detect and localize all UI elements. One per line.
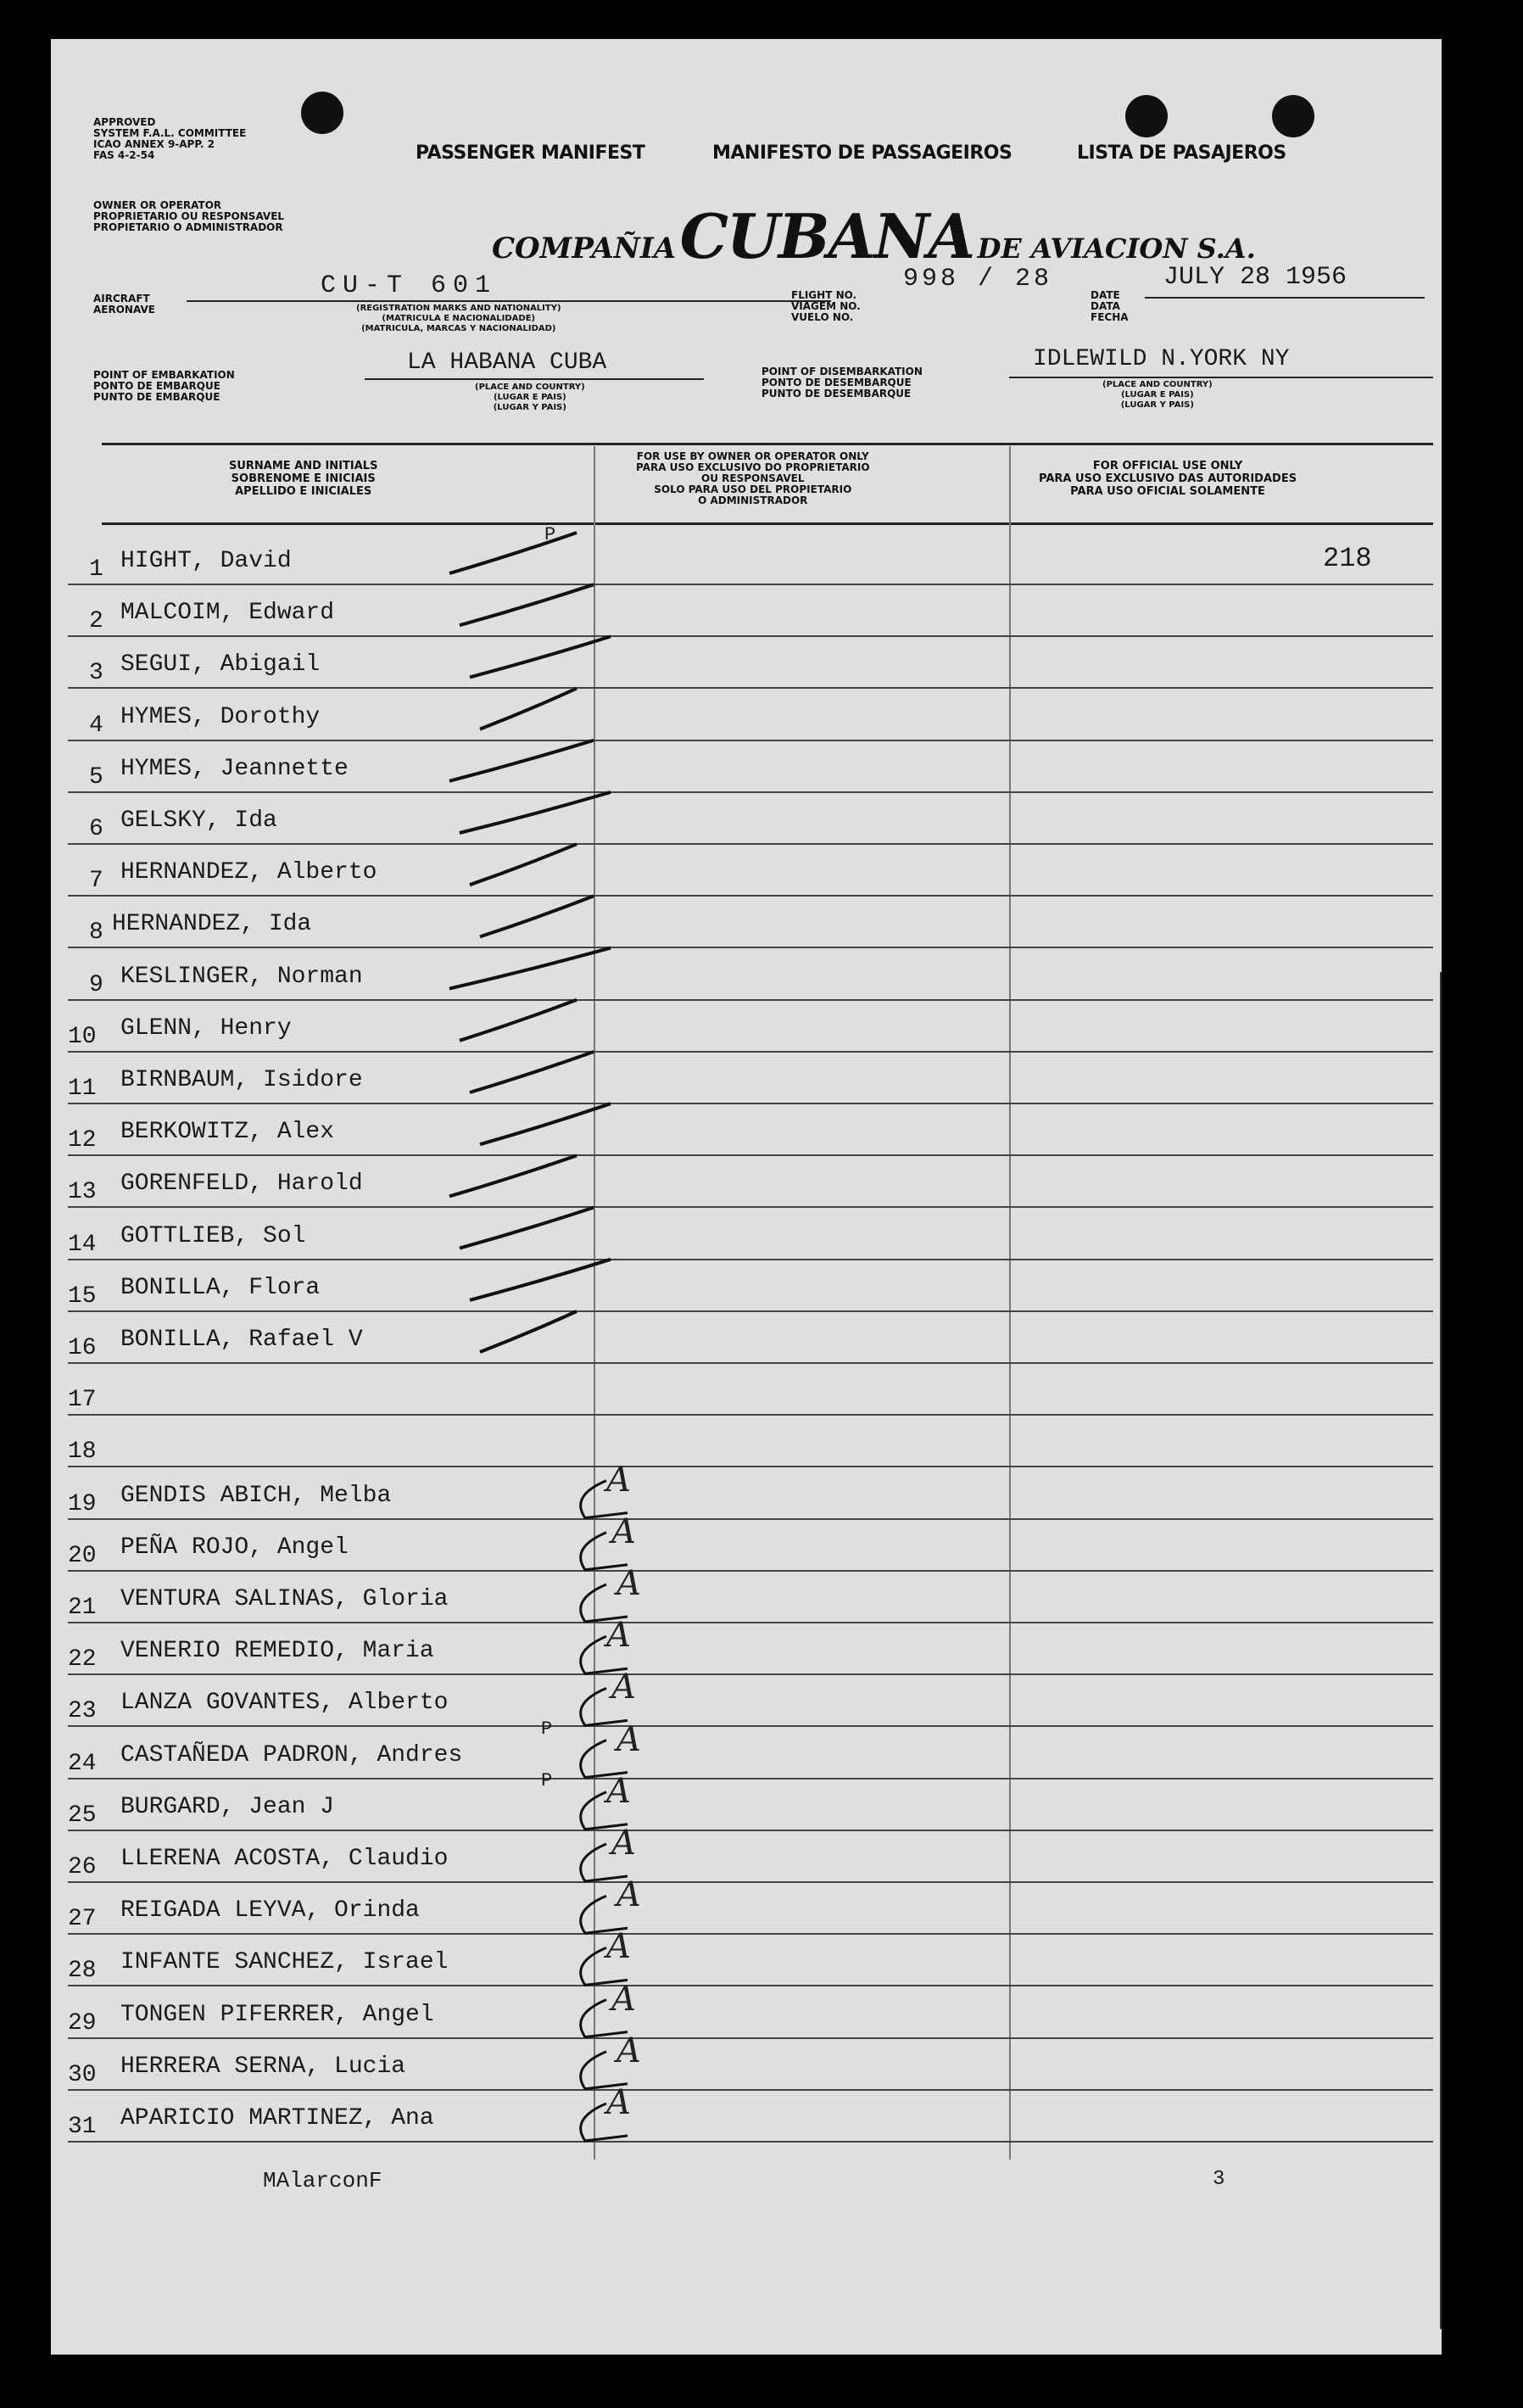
tick-stroke — [480, 896, 594, 936]
row-number: 16 — [68, 1335, 97, 1361]
table-top-rule — [102, 443, 1433, 445]
passenger-name: GLENN, Henry — [120, 1014, 292, 1042]
passenger-name: VENTURA SALINAS, Gloria — [120, 1586, 449, 1612]
tick-stroke — [480, 1103, 611, 1144]
row-number: 20 — [68, 1542, 97, 1569]
col-header-owner: FOR USE BY OWNER OR OPERATOR ONLY PARA USO EXCLUSIVO DO PROPRIETARIO OU RESPONSAVEL SOLO PARA USO DEL PROPIETARIO O ADMINISTRADOR — [636, 450, 870, 506]
passenger-name: BERKOWITZ, Alex — [120, 1119, 335, 1146]
row-rule — [68, 1830, 1433, 1831]
row-number: 6 — [89, 816, 103, 842]
passenger-name: VENERIO REMEDIO, Maria — [120, 1638, 434, 1665]
aircraft-value: CU-T 601 — [321, 271, 498, 300]
tick-stroke — [460, 584, 594, 625]
row-number: 15 — [68, 1282, 97, 1310]
a-mark: A — [611, 1668, 636, 1707]
row-rule — [68, 1154, 1433, 1156]
approval-stamp: APPROVED SYSTEM F.A.L. COMMITTEE ICAO ANNEX 9-APP. 2 FAS 4-2-54 — [93, 116, 247, 161]
tick-stroke — [470, 636, 611, 677]
passenger-name: SEGUI, Abigail — [120, 651, 321, 679]
disembark-line — [1009, 377, 1433, 378]
row-rule — [68, 1622, 1433, 1623]
p-mark: P — [541, 1718, 553, 1740]
date-line — [1145, 297, 1425, 299]
passenger-name: MALCOIM, Edward — [120, 600, 335, 627]
row-rule — [68, 1725, 1433, 1727]
a-mark: A — [616, 2031, 641, 2070]
passenger-name: BONILLA, Flora — [120, 1274, 321, 1301]
row-number: 10 — [68, 1023, 97, 1050]
disembark-label: POINT OF DISEMBARKATION PONTO DE DESEMBARQUE PUNTO DE DESEMBARQUE — [762, 366, 923, 399]
row-rule — [68, 999, 1433, 1001]
row-rule — [68, 1673, 1433, 1675]
row-rule — [68, 1414, 1433, 1416]
a-mark: A — [606, 1616, 631, 1656]
passenger-name: HERNANDEZ, Alberto — [120, 859, 377, 886]
passenger-name: BURGARD, Jean J — [120, 1793, 335, 1820]
row-rule — [68, 1259, 1433, 1260]
tick-stroke — [480, 689, 577, 729]
row-number: 28 — [68, 1958, 97, 1985]
row-number: 8 — [89, 919, 103, 947]
row-rule — [68, 1206, 1433, 1208]
passenger-name: HERRERA SERNA, Lucia — [120, 2053, 406, 2080]
row-rule — [68, 1362, 1433, 1364]
row-rule — [68, 1103, 1433, 1104]
passenger-name: GELSKY, Ida — [120, 807, 277, 834]
row-number: 25 — [68, 1802, 97, 1829]
row-rule — [68, 1570, 1433, 1572]
column-divider-2 — [1009, 446, 1011, 2159]
a-mark: A — [611, 1979, 636, 2019]
column-divider-1 — [594, 446, 595, 2159]
row-rule — [68, 584, 1433, 585]
row-rule — [68, 2037, 1433, 2039]
embark-value: LA HABANA CUBA — [407, 349, 607, 376]
tick-stroke — [460, 792, 611, 833]
col-header-surname: SURNAME AND INITIALS SOBRENOME E INICIAIS APELLIDO E INICIALES — [229, 460, 378, 498]
tick-stroke — [449, 533, 577, 573]
passenger-name: HERNANDEZ, Ida — [112, 911, 312, 938]
row-rule — [68, 1466, 1433, 1467]
row-number: 24 — [68, 1750, 97, 1777]
row-rule — [68, 740, 1433, 741]
date-value: JULY 28 1956 — [1163, 263, 1347, 292]
row-rule — [68, 791, 1433, 793]
row-number: 29 — [68, 2009, 97, 2036]
tick-stroke — [460, 1000, 577, 1041]
disembark-sub: (PLACE AND COUNTRY) (LUGAR E PAIS) (LUGAR Y PAIS) — [1102, 380, 1213, 410]
passenger-name: GENDIS ABICH, Melba — [120, 1482, 392, 1509]
tick-stroke — [449, 740, 594, 781]
row-rule — [68, 895, 1433, 897]
row-rule — [68, 1933, 1433, 1935]
a-mark: A — [616, 1719, 641, 1759]
passenger-name: BIRNBAUM, Isidore — [120, 1067, 363, 1093]
row-number: 12 — [68, 1127, 97, 1154]
passenger-name: PEÑA ROJO, Angel — [120, 1534, 349, 1561]
row-rule — [68, 1778, 1433, 1779]
punch-hole — [1272, 95, 1314, 137]
owner-label: OWNER OR OPERATOR PROPRIETARIO OU RESPONSAVEL PROPIETARIO O ADMINISTRADOR — [93, 199, 285, 233]
tick-stroke — [449, 1155, 577, 1196]
a-mark: A — [606, 2083, 631, 2122]
row-number: 14 — [68, 1231, 97, 1258]
passenger-name: HYMES, Jeannette — [120, 755, 349, 782]
row-number: 9 — [89, 971, 103, 998]
passenger-name: LANZA GOVANTES, Alberto — [120, 1690, 449, 1717]
row-number: 26 — [68, 1854, 97, 1880]
row-number: 5 — [89, 763, 103, 791]
aircraft-sub: (REGISTRATION MARKS AND NATIONALITY) (MATRICULA E NACIONALIDADE) (MATRICULA, MARCAS Y NACIONALIDAD) — [356, 304, 561, 333]
row-number: 30 — [68, 2061, 97, 2088]
passenger-name: LLERENA ACOSTA, Claudio — [120, 1846, 449, 1872]
date-label: DATE DATA FECHA — [1091, 289, 1129, 323]
manifest-page — [51, 39, 1442, 2355]
punch-hole — [1125, 95, 1168, 137]
row-rule — [68, 1985, 1433, 1986]
flight-value: 998 / 28 — [903, 265, 1053, 293]
row-number: 27 — [68, 1906, 97, 1933]
tick-stroke — [470, 1260, 611, 1300]
p-mark: P — [541, 1769, 553, 1791]
row-number: 17 — [68, 1387, 97, 1414]
page-number: 3 — [1213, 2168, 1225, 2191]
passenger-name: INFANTE SANCHEZ, Israel — [120, 1949, 449, 1976]
title-manifesto: MANIFESTO DE PASSAGEIROS — [712, 142, 1013, 164]
row-rule — [68, 2089, 1433, 2091]
flight-label: FLIGHT NO. VIAGEM NO. VUELO NO. — [791, 289, 861, 323]
aircraft-line — [187, 300, 831, 302]
row-rule — [68, 1518, 1433, 1520]
a-mark: A — [616, 1875, 641, 1915]
page-edge — [1440, 972, 1442, 2329]
passenger-name: GOTTLIEB, Sol — [120, 1222, 306, 1249]
airline-suffix: DE AVIACION S.A. — [977, 232, 1256, 265]
airline-prefix: COMPAÑIA — [492, 232, 677, 265]
row-number: 4 — [89, 712, 103, 739]
row-number: 1 — [89, 556, 103, 583]
passenger-name: BONILLA, Rafael V — [120, 1327, 363, 1353]
row-number: 23 — [68, 1698, 97, 1725]
row-number: 22 — [68, 1646, 97, 1673]
row-rule — [68, 1310, 1433, 1312]
passenger-name: APARICIO MARTINEZ, Ana — [120, 2105, 434, 2131]
embark-label: POINT OF EMBARKATION PONTO DE EMBARQUE PUNTO DE EMBARQUE — [93, 369, 235, 403]
embark-sub: (PLACE AND COUNTRY) (LUGAR E PAIS) (LUGAR Y PAIS) — [475, 383, 585, 412]
row-rule — [68, 1881, 1433, 1883]
tick-stroke — [470, 844, 577, 885]
passenger-name: GORENFELD, Harold — [120, 1170, 363, 1198]
p-mark: P — [544, 524, 556, 545]
title-lista: LISTA DE PASAJEROS — [1077, 142, 1286, 164]
passenger-name: HIGHT, David — [120, 548, 292, 574]
row-number: 7 — [89, 868, 103, 895]
table-header-rule — [102, 522, 1433, 525]
aircraft-label: AIRCRAFT AERONAVE — [93, 293, 155, 316]
tick-stroke — [449, 948, 611, 989]
a-mark: A — [611, 1511, 636, 1551]
passenger-name: REIGADA LEYVA, Orinda — [120, 1897, 420, 1925]
row-number: 31 — [68, 2114, 97, 2140]
disembark-value: IDLEWILD N.YORK NY — [1033, 346, 1290, 372]
row-number: 3 — [89, 660, 103, 687]
a-mark: A — [606, 1460, 631, 1500]
row-number: 2 — [89, 608, 103, 635]
a-mark: A — [606, 1771, 631, 1811]
passenger-name: KESLINGER, Norman — [120, 963, 363, 990]
row-rule — [68, 635, 1433, 637]
passenger-name: TONGEN PIFERRER, Angel — [120, 2001, 434, 2028]
row-rule — [68, 843, 1433, 845]
row-rule — [68, 2141, 1433, 2143]
a-mark: A — [611, 1824, 636, 1863]
row-number: 11 — [68, 1075, 97, 1102]
official-note: 218 — [1323, 543, 1372, 574]
passenger-name: HYMES, Dorothy — [120, 703, 321, 730]
signature-initials: MAlarconF — [263, 2168, 382, 2193]
airline-name: CUBANA — [679, 200, 974, 272]
punch-hole — [301, 92, 343, 134]
tick-stroke — [480, 1311, 577, 1352]
col-header-official: FOR OFFICIAL USE ONLY PARA USO EXCLUSIVO DAS AUTORIDADES PARA USO OFICIAL SOLAMENTE — [1039, 460, 1297, 498]
row-number: 19 — [68, 1490, 97, 1517]
tick-stroke — [460, 1208, 594, 1249]
row-number: 18 — [68, 1439, 97, 1466]
a-mark: A — [616, 1564, 641, 1603]
passenger-name: CASTAÑEDA PADRON, Andres — [120, 1741, 463, 1768]
row-rule — [68, 687, 1433, 689]
airline-logo — [492, 200, 1256, 272]
row-rule — [68, 947, 1433, 948]
tick-stroke — [470, 1052, 594, 1092]
embark-line — [365, 378, 704, 380]
title-passenger-manifest: PASSENGER MANIFEST — [416, 142, 645, 164]
row-rule — [68, 1051, 1433, 1053]
a-mark: A — [606, 1927, 631, 1967]
row-number: 13 — [68, 1179, 97, 1206]
row-number: 21 — [68, 1595, 97, 1621]
